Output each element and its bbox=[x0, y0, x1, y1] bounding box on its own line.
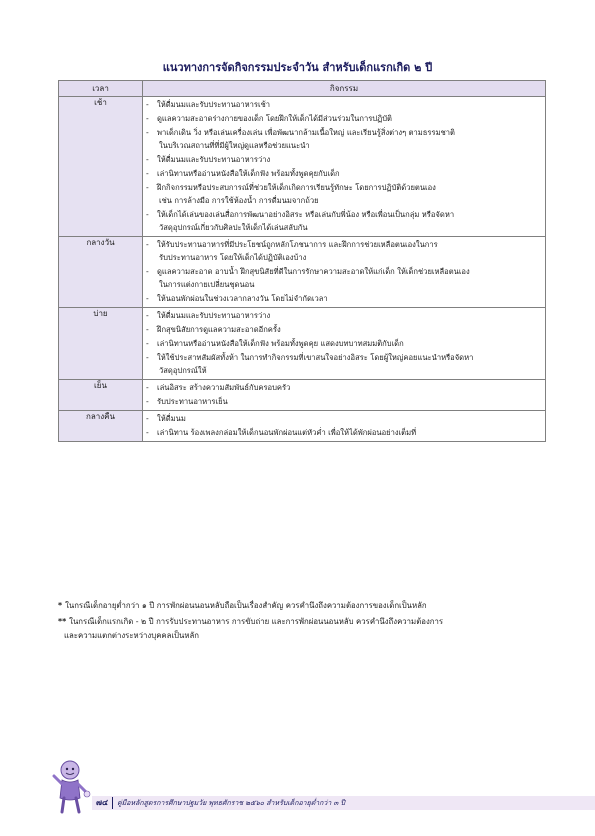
activity-item bbox=[143, 338, 545, 349]
activity-text: - ให้ใช้ประสาทสัมผัสทั้งห้า ในการทำกิจกรรมที่เขาสนใจอย่างอิสระ โดยผู้ใหญ่คอยแนะนำหรือจัดหา bbox=[157, 353, 474, 362]
table-header-row bbox=[59, 81, 546, 97]
header-activity: กิจกรรม bbox=[143, 81, 546, 97]
table-row bbox=[59, 411, 546, 442]
activity-text: - ให้รับประทานอาหารที่มีประโยชน์ถูกหลักโภชนาการ และฝึกการช่วยเหลือตนเองในการ bbox=[157, 240, 438, 249]
activity-cell bbox=[143, 411, 546, 442]
activity-text-continued: ในบริเวณสถานที่ที่มีผู้ใหญ่ดูแลหรือช่วยแนะนำ bbox=[159, 141, 310, 150]
daily-schedule-table bbox=[58, 80, 546, 442]
note-mark: * bbox=[58, 601, 63, 610]
activity-item bbox=[143, 113, 545, 124]
note-text: ในกรณีเด็กอายุต่ำกว่า ๑ ปี การพักผ่อนนอนหลับถือเป็นเรื่องสำคัญ ควรคำนึงถึงความต้องการของเด็กเป็นหลัก bbox=[65, 601, 427, 610]
time-cell: บ่าย bbox=[59, 308, 143, 380]
activity-text: - ให้ดื่มนมและรับประทานอาหารเช้า bbox=[157, 100, 270, 109]
activity-item bbox=[143, 352, 545, 376]
note-1 bbox=[58, 600, 545, 611]
note-text: ในกรณีเด็กแรกเกิด - ๒ ปี การรับประทานอาหาร การขับถ่าย และการพักผ่อนนอนหลับ ควรคำนึงถึงความต้องการ bbox=[69, 617, 444, 626]
activity-item bbox=[143, 427, 545, 438]
activity-text: - ดูแลความสะอาด อาบน้ำ ฝึกสุขนิสัยที่ดีในการรักษาความสะอาดให้แก่เด็ก ให้เด็กช่วยเหลือตนเอง bbox=[157, 267, 470, 276]
activity-item bbox=[143, 324, 545, 335]
activity-item bbox=[143, 310, 545, 321]
table-row bbox=[59, 308, 546, 380]
activity-text: - รับประทานอาหารเย็น bbox=[157, 397, 228, 406]
activity-text: - ให้ดื่มนมและรับประทานอาหารว่าง bbox=[157, 155, 271, 164]
activity-item bbox=[143, 168, 545, 179]
table-row bbox=[59, 380, 546, 411]
activity-text: - เล่านิทานหรืออ่านหนังสือให้เด็กฟัง พร้อมทั้งพูดคุย แสดงบทบาทสมมติกับเด็ก bbox=[157, 339, 404, 348]
activity-text: - ให้ดื่มนม bbox=[157, 414, 186, 423]
activity-text: - ให้เด็กได้เล่นของเล่นสื่อการพัฒนาอย่างอิสระ หรือเล่นกับพี่น้อง หรือเพื่อนเป็นกลุ่ม หรือจัดหา bbox=[157, 210, 455, 219]
table-row bbox=[59, 97, 546, 237]
activity-text-continued: ในการแต่งกายเปลี่ยนชุดนอน bbox=[159, 280, 255, 289]
activity-item bbox=[143, 154, 545, 165]
activity-text-continued: เช่น การล้างมือ การใช้ห้องน้ำ การดื่มนมจากถ้วย bbox=[159, 196, 319, 205]
activity-cell bbox=[143, 97, 546, 237]
time-cell: เช้า bbox=[59, 97, 143, 237]
activity-item bbox=[143, 266, 545, 290]
activity-cell bbox=[143, 380, 546, 411]
note-2 bbox=[58, 616, 545, 641]
activity-text: - ฝึกกิจกรรมหรือประสบการณ์ที่ช่วยให้เด็กเกิดการเรียนรู้ทักษะ โดยการปฏิบัติด้วยตนเอง bbox=[157, 183, 436, 192]
activity-item bbox=[143, 182, 545, 206]
activity-item bbox=[143, 413, 545, 424]
page-number: ๗๔ bbox=[96, 796, 108, 810]
activity-text: - เล่านิทานหรืออ่านหนังสือให้เด็กฟัง พร้อมทั้งพูดคุยกับเด็ก bbox=[157, 169, 340, 178]
footnotes bbox=[58, 600, 545, 646]
activity-cell bbox=[143, 237, 546, 308]
page-title: แนวทางการจัดกิจกรรมประจำวัน สำหรับเด็กแรกเกิด ๒ ปี bbox=[162, 61, 433, 74]
note-mark: ** bbox=[58, 617, 67, 626]
activity-item bbox=[143, 293, 545, 304]
note-text-continued: และความแตกต่างระหว่างบุคคลเป็นหลัก bbox=[64, 631, 199, 640]
time-cell: กลางคืน bbox=[59, 411, 143, 442]
activity-text: - พาเด็กเดิน วิ่ง หรือเล่นเครื่องเล่น เพื่อพัฒนากล้ามเนื้อใหญ่ และเรียนรู้สิ่งต่างๆ ตามธรรมชาติ bbox=[157, 128, 455, 137]
activity-text: - เล่านิทาน ร้องเพลงกล่อมให้เด็กนอนพักผ่อนแต่หัวค่ำ เพื่อให้ได้พักผ่อนอย่างเต็มที่ bbox=[157, 428, 417, 437]
activity-item bbox=[143, 239, 545, 263]
page-footer bbox=[52, 758, 595, 818]
activity-item bbox=[143, 209, 545, 233]
time-cell: กลางวัน bbox=[59, 237, 143, 308]
activity-text: - ให้นอนพักผ่อนในช่วงเวลากลางวัน โดยไม่จำกัดเวลา bbox=[157, 294, 328, 303]
activity-text-continued: วัสดุอุปกรณ์เกี่ยวกับศิลปะให้เด็กได้เล่นสลับกัน bbox=[159, 223, 308, 232]
activity-text: - ดูแลความสะอาดร่างกายของเด็ก โดยฝึกให้เด็กได้มีส่วนร่วมในการปฏิบัติ bbox=[157, 114, 392, 123]
activity-text-continued: รับประทานอาหาร โดยให้เด็กได้ปฏิบัติเองบ้าง bbox=[159, 253, 307, 262]
activity-text: - เล่นอิสระ สร้างความสัมพันธ์กับครอบครัว bbox=[157, 383, 291, 392]
footer-text: คู่มือหลักสูตรการศึกษาปฐมวัย พุทธศักราช ๒๕๖๐ สำหรับเด็กอายุต่ำกว่า ๓ ปี bbox=[117, 799, 345, 807]
time-cell: เย็น bbox=[59, 380, 143, 411]
activity-text-continued: วัสดุอุปกรณ์ให้ bbox=[159, 366, 207, 375]
table-row bbox=[59, 237, 546, 308]
activity-cell bbox=[143, 308, 546, 380]
activity-item bbox=[143, 396, 545, 407]
activity-item bbox=[143, 127, 545, 151]
header-time: เวลา bbox=[59, 81, 143, 97]
activity-item bbox=[143, 382, 545, 393]
child-mascot-icon bbox=[52, 758, 94, 818]
activity-text: - ฝึกสุขนิสัยการดูแลความสะอาดอีกครั้ง bbox=[157, 325, 281, 334]
activity-text: - ให้ดื่มนมและรับประทานอาหารว่าง bbox=[157, 311, 271, 320]
activity-item bbox=[143, 99, 545, 110]
